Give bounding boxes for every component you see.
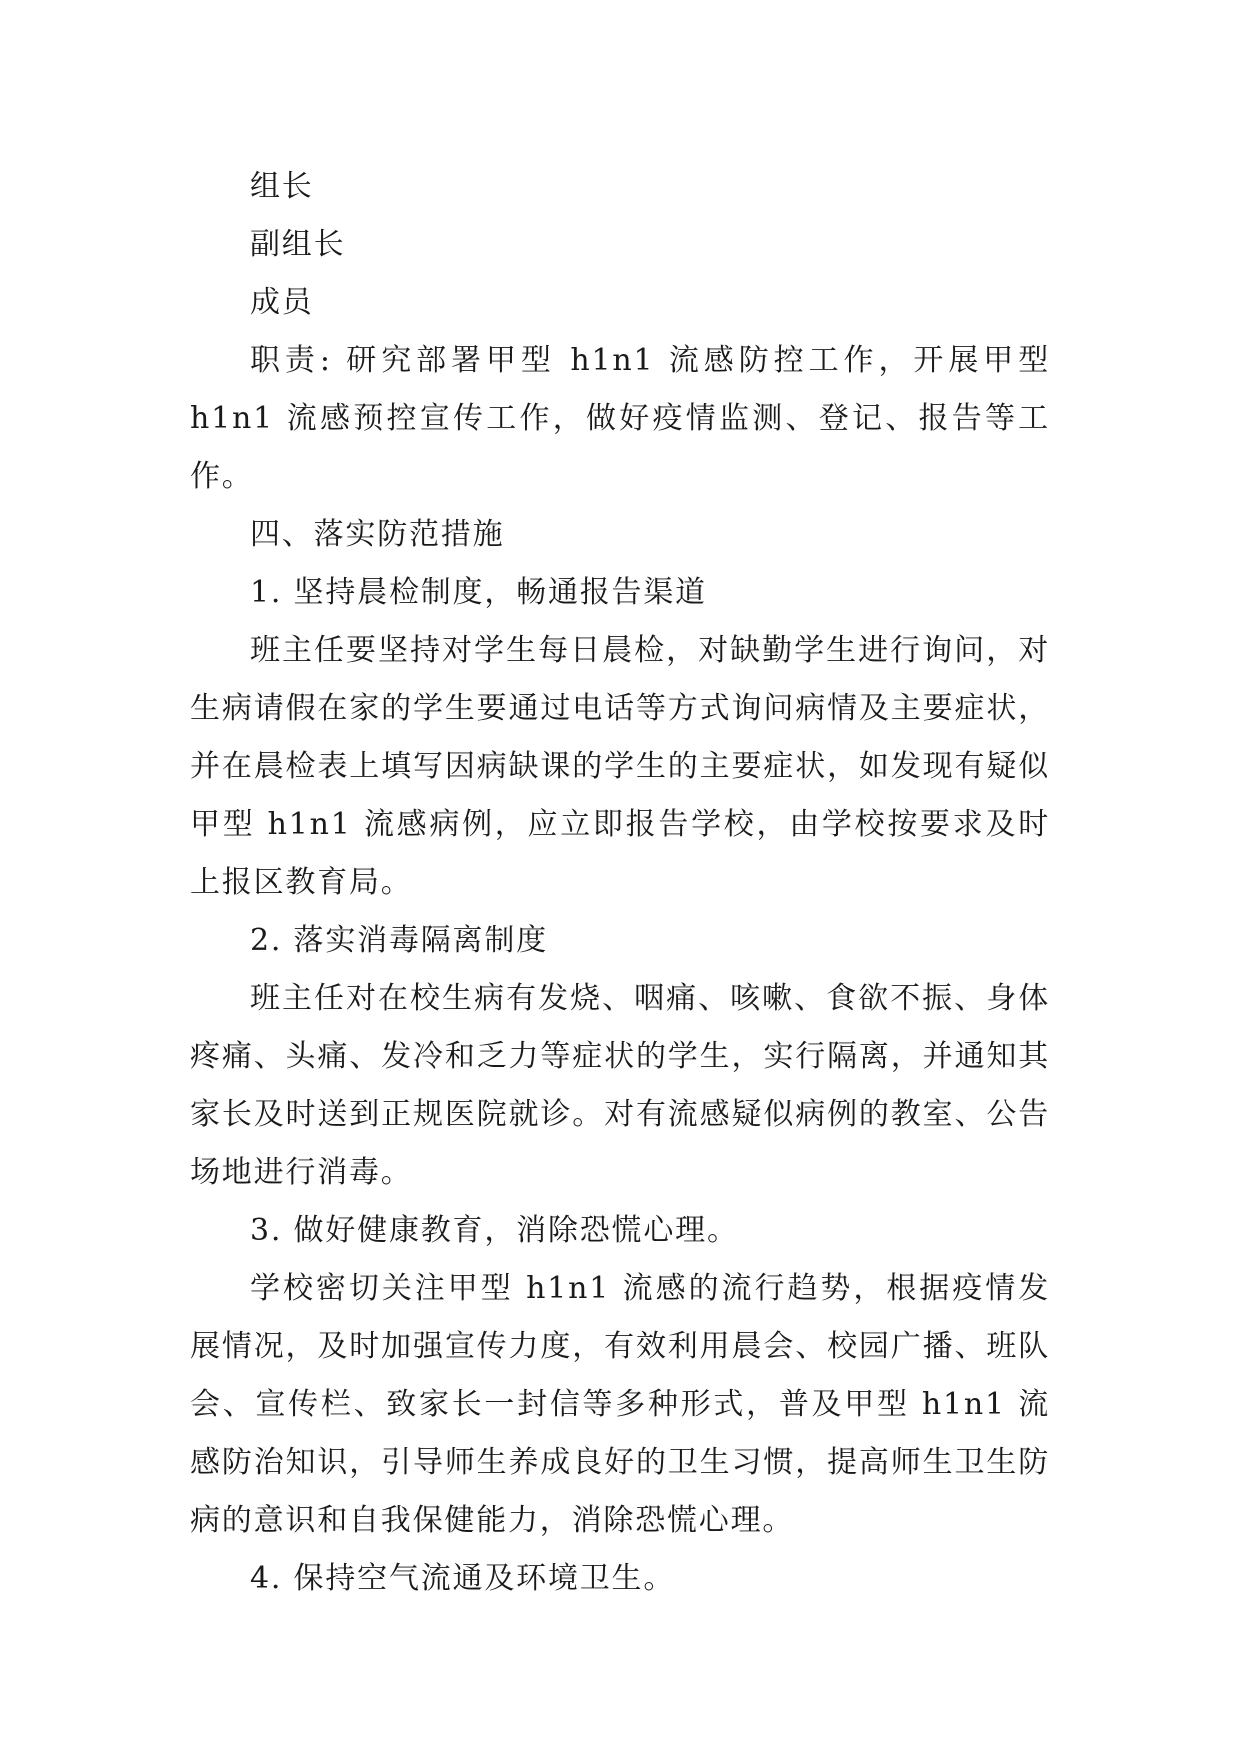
- subheading-morning-check: 1. 坚持晨检制度，畅通报告渠道: [250, 575, 707, 610]
- document-body: [190, 158, 1050, 1608]
- paragraph-morning-check: 班主任要坚持对学生每日晨检，对缺勤学生进行询问，对生病请假在家的学生要通过电话等方式询问病情及主要症状，并在晨检表上填写因病缺课的学生的主要症状，如发现有疑似甲型 h1n1 流感病例，应立即报告学校，由学校按要求及时上报区教育局。: [190, 633, 1050, 900]
- subheading-air-circulation: 4. 保持空气流通及环境卫生。: [250, 1561, 676, 1596]
- subheading-health-education: 3. 做好健康教育，消除恐慌心理。: [250, 1213, 739, 1248]
- paragraph-deputy-leader: 副组长: [250, 227, 346, 262]
- paragraph-leader: 组长: [250, 169, 314, 204]
- paragraph-health-education: 学校密切关注甲型 h1n1 流感的流行趋势，根据疫情发展情况，及时加强宣传力度，有效利用晨会、校园广播、班队会、宣传栏、致家长一封信等多种形式，普及甲型 h1n1 流感防治知识，引导师生养成良好的卫生习惯，提高师生卫生防病的意识和自我保健能力，消除恐慌心理。: [190, 1271, 1050, 1538]
- subheading-disinfection-isolation: 2. 落实消毒隔离制度: [250, 923, 548, 958]
- paragraph-members: 成员: [250, 285, 314, 320]
- section-heading-prevention-measures: 四、落实防范措施: [250, 517, 505, 552]
- paragraph-duties: 职责: 研究部署甲型 h1n1 流感防控工作，开展甲型 h1n1 流感预控宣传工作，做好疫情监测、登记、报告等工作。: [190, 343, 1050, 494]
- paragraph-disinfection-isolation: 班主任对在校生病有发烧、咽痛、咳嗽、食欲不振、身体疼痛、头痛、发冷和乏力等症状的学生，实行隔离，并通知其家长及时送到正规医院就诊。对有流感疑似病例的教室、公告场地进行消毒。: [190, 981, 1050, 1190]
